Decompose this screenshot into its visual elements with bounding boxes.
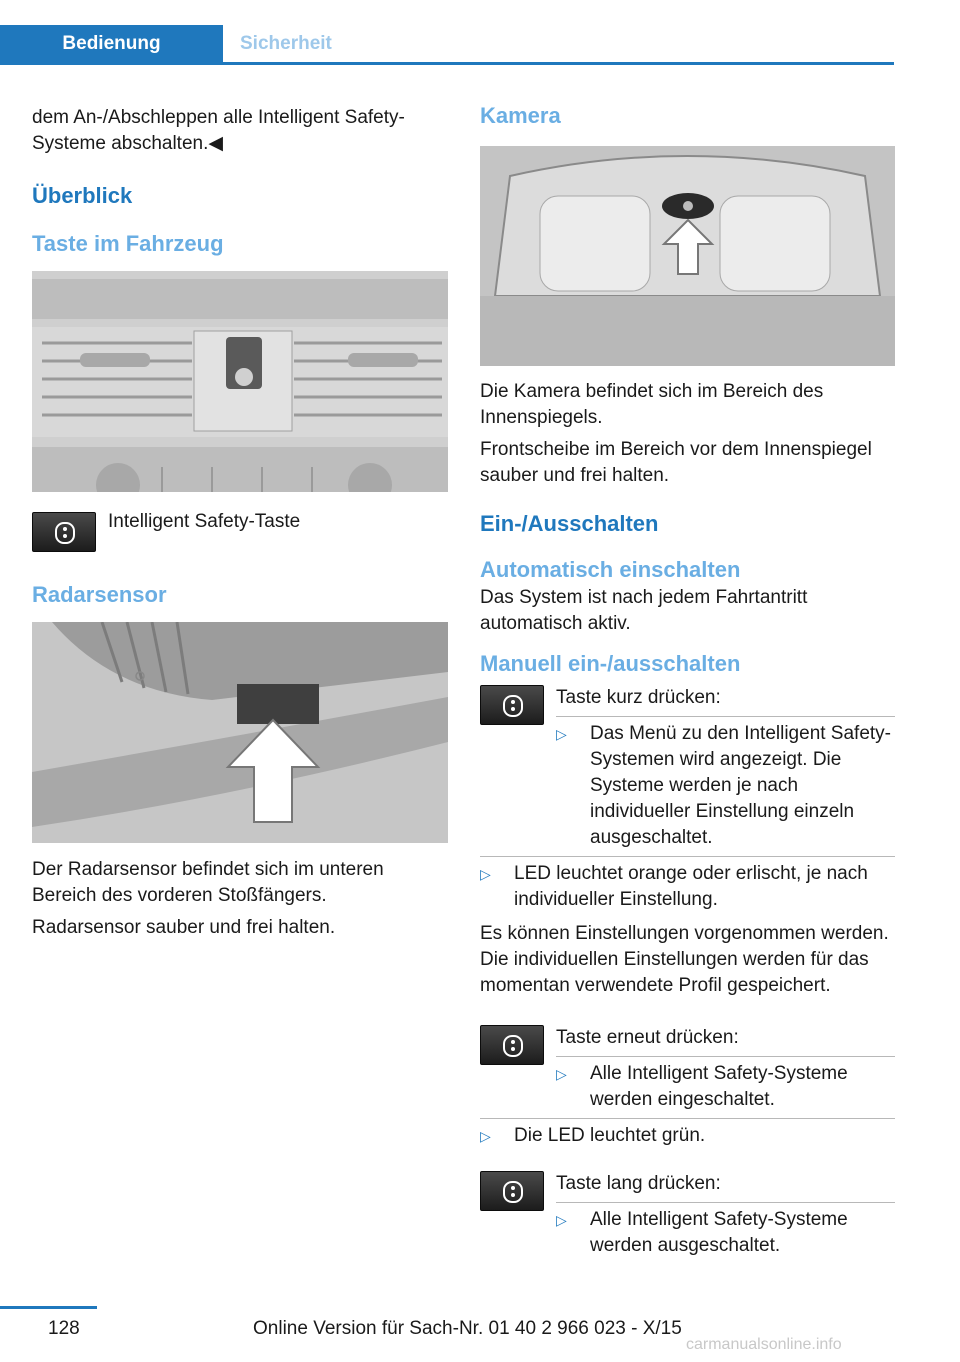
bullet-triangle-icon: ▷ [480, 1128, 491, 1144]
camera-figure [480, 146, 895, 366]
camera-text-1: Die Kamera befindet sich im Bereich des Innenspiegels. [480, 381, 824, 428]
footer-accent-line [0, 1306, 97, 1309]
bullet-triangle-icon: ▷ [556, 1066, 567, 1082]
manual-heading: Manuell ein-/ausschalten [480, 651, 741, 676]
intelligent-safety-button-icon [480, 1171, 544, 1211]
bullet-triangle-icon: ▷ [556, 726, 567, 742]
settings-text: Es können Einstellungen vorgenommen werden. Die individuellen Einstellungen werden für das momentan verwendete Profil gespeichert. [480, 923, 889, 996]
intro-text: dem An-/Abschleppen alle Intelligent Safety-Systeme abschalten.◀ [32, 107, 405, 154]
long-bullet-1: ▷ Alle Intelligent Safety-Systeme werden ausgeschaltet. [556, 1207, 895, 1259]
short-press-text: Taste kurz drücken: [556, 687, 721, 708]
long-press-row [480, 1171, 895, 1259]
radar-text-2: Radarsensor sauber und frei halten. [32, 917, 336, 938]
left-column [32, 100, 448, 941]
intelligent-safety-button-icon [480, 685, 544, 725]
onoff-heading: Ein-/Ausschalten [480, 511, 659, 536]
again-press-text: Taste erneut drücken: [556, 1027, 739, 1048]
button-heading: Taste im Fahrzeug [32, 231, 224, 256]
watermark: carmanualsonline.info [686, 1336, 842, 1353]
radar-heading: Radarsensor [32, 582, 167, 607]
chapter-tabs [0, 25, 894, 65]
intelligent-safety-button-icon [480, 1025, 544, 1065]
tab-bedienung[interactable]: Bedienung [0, 25, 223, 62]
radar-sensor-figure [32, 622, 448, 843]
auto-heading: Automatisch einschalten [480, 557, 741, 582]
overview-heading: Überblick [32, 183, 133, 208]
tab-sicherheit[interactable]: Sicherheit [240, 33, 332, 54]
page-number: 128 [48, 1318, 80, 1339]
button-caption: Intelligent Safety-Taste [108, 511, 301, 532]
again-press-row [480, 1025, 895, 1113]
intelligent-safety-button-icon [32, 512, 96, 552]
auto-text: Das System ist nach jedem Fahrtantritt automatisch aktiv. [480, 587, 808, 634]
short-press-row [480, 685, 895, 851]
again-bullet-1: ▷ Alle Intelligent Safety-Systeme werden eingeschaltet. [556, 1061, 895, 1113]
bullet-triangle-icon: ▷ [480, 866, 491, 882]
again-bullet-2: ▷ Die LED leuchtet grün. [480, 1123, 895, 1149]
button-caption-row [32, 512, 448, 552]
dashboard-button-figure [32, 271, 448, 492]
short-bullet-2: ▷ LED leuchtet orange oder erlischt, je nach individueller Einstellung. [480, 861, 895, 913]
footer-version-text: Online Version für Sach-Nr. 01 40 2 966 023 - X/15 [253, 1318, 682, 1339]
camera-text-2: Frontscheibe im Bereich vor dem Innenspiegel sauber und frei halten. [480, 439, 872, 486]
right-column [480, 100, 895, 1259]
long-press-text: Taste lang drücken: [556, 1173, 721, 1194]
radar-text-1: Der Radarsensor befindet sich im unteren Bereich des vorderen Stoßfängers. [32, 859, 384, 906]
camera-heading: Kamera [480, 103, 561, 128]
short-bullet-1: ▷ Das Menü zu den Intelligent Safety-Systemen wird angezeigt. Die Systeme werden je nach individueller Einstellung einzeln ausgeschaltet. [556, 721, 895, 851]
bullet-triangle-icon: ▷ [556, 1212, 567, 1228]
